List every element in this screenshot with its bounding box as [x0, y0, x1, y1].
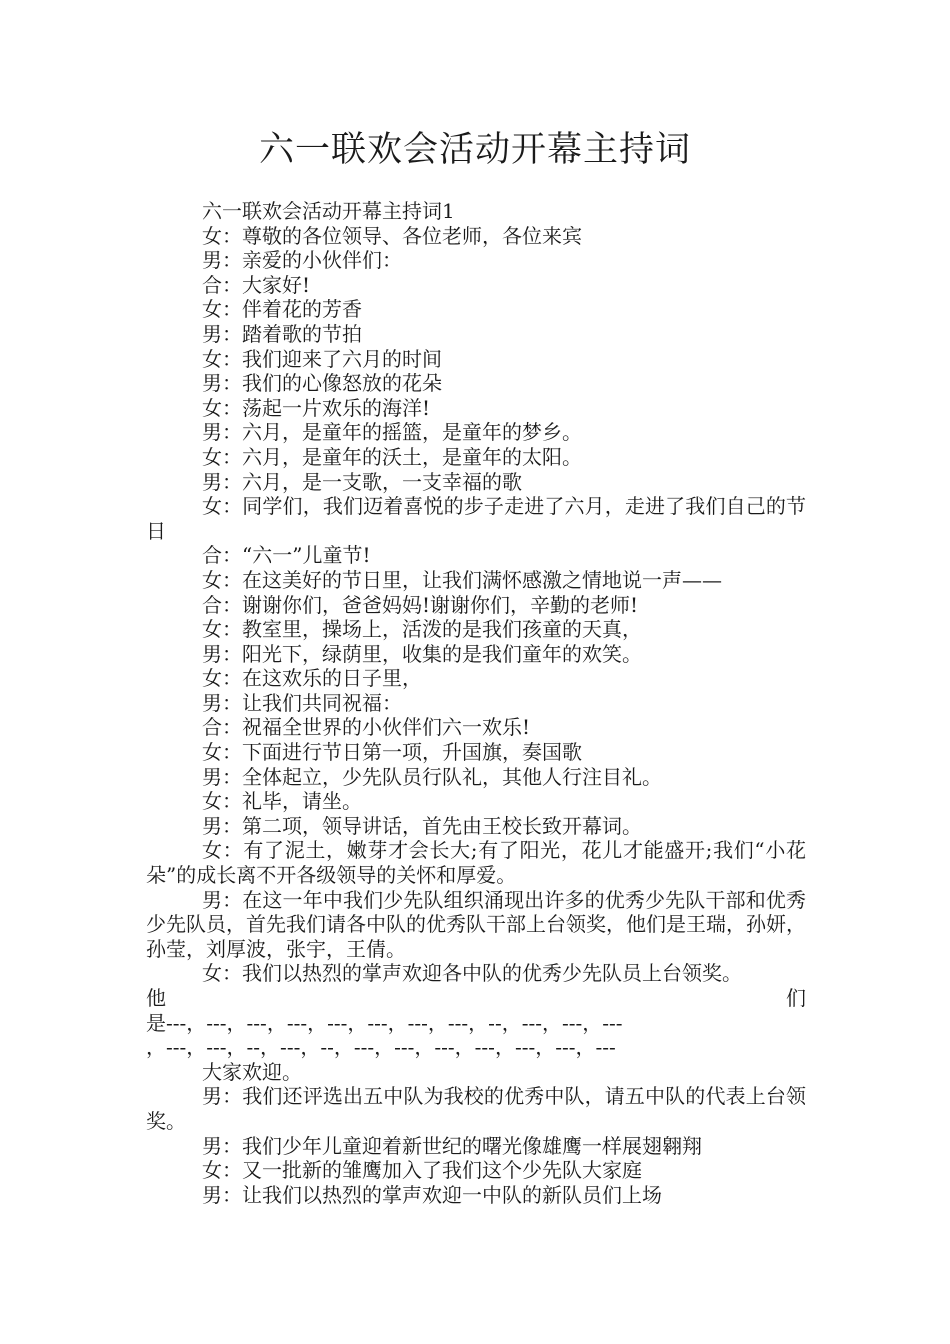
paragraph: 男：六月，是童年的摇篮，是童年的梦乡。	[202, 420, 582, 445]
paragraph: 女：同学们，我们迈着喜悦的步子走进了六月，走进了我们自己的节日	[146, 494, 806, 543]
paragraph: 女：六月，是童年的沃土，是童年的太阳。	[202, 444, 582, 469]
paragraph: 男：让我们以热烈的掌声欢迎一中队的新队员们上场	[202, 1182, 662, 1207]
paragraph: 女：我们迎来了六月的时间	[202, 346, 442, 371]
paragraph: 女：下面进行节日第一项，升国旗，奏国歌	[202, 740, 582, 765]
paragraph: 女：教室里，操场上，活泼的是我们孩童的天真，	[202, 617, 642, 642]
document-title: 六一联欢会活动开幕主持词	[258, 130, 691, 170]
paragraph: 女：尊敬的各位领导、各位老师，各位来宾	[202, 223, 582, 248]
paragraph: 女：有了泥土，嫩芽才会长大;有了阳光，花儿才能盛开;我们“小花朵”的成长离不开各级领导的关怀和厚爱。	[146, 838, 806, 888]
paragraph: 女：又一批新的雏鹰加入了我们这个少先队大家庭	[202, 1158, 642, 1183]
paragraph: 男：全体起立，少先队员行队礼，其他人行注目礼。	[202, 764, 662, 789]
paragraph: 男：我们的心像怒放的花朵	[202, 371, 442, 396]
paragraph: 男：在这一年中我们少先队组织涌现出许多的优秀少先队干部和优秀少先队员，首先我们请各中队的优秀队干部上台领奖，他们是王瑞，孙妍，孙莹，刘厚波，张宇，王倩。	[146, 887, 806, 961]
document-body	[146, 199, 806, 1207]
placeholder-names-line: ，---，---，--，---，--，---，---，---，---，---，---，---	[146, 1035, 616, 1060]
paragraph: 女：伴着花的芳香	[202, 297, 362, 322]
paragraph: 男：我们少年儿童迎着新世纪的曙光像雄鹰一样展翅翱翔	[202, 1133, 702, 1158]
paragraph: 女：在这美好的节日里，让我们满怀感激之情地说一声——	[202, 567, 722, 592]
paragraph: 六一联欢会活动开幕主持词1	[202, 199, 455, 223]
paragraph: 女：礼毕，请坐。	[202, 789, 362, 814]
paragraph: 女：在这欢乐的日子里，	[202, 666, 422, 691]
placeholder-names-line: 是---，---，---，---，---，---，---，---，--，---，---，---	[146, 1010, 623, 1035]
paragraph: 男：踏着歌的节拍	[202, 321, 362, 346]
split-line-right: 们	[786, 986, 806, 1010]
paragraph: 男：六月，是一支歌，一支幸福的歌	[202, 469, 522, 494]
paragraph: 合：“六一”儿童节!	[202, 543, 371, 568]
paragraph: 男：我们还评选出五中队为我校的优秀中队，请五中队的代表上台领奖。	[146, 1084, 806, 1133]
split-line-left: 他	[146, 986, 166, 1010]
paragraph: 女：荡起一片欢乐的海洋!	[202, 395, 431, 420]
paragraph: 合：大家好!	[202, 272, 311, 297]
paragraph: 合：祝福全世界的小伙伴们六一欢乐!	[202, 715, 531, 740]
paragraph: 男：阳光下，绿荫里，收集的是我们童年的欢笑。	[202, 641, 642, 666]
paragraph: 男：第二项，领导讲话，首先由王校长致开幕词。	[202, 813, 642, 838]
paragraph: 男：亲爱的小伙伴们：	[202, 248, 402, 273]
paragraph: 大家欢迎。	[202, 1059, 302, 1084]
paragraph: 合：谢谢你们，爸爸妈妈!谢谢你们，辛勤的老师!	[202, 592, 639, 617]
split-text-line	[146, 986, 806, 1011]
paragraph: 男：让我们共同祝福：	[202, 690, 402, 715]
paragraph: 女：我们以热烈的掌声欢迎各中队的优秀少先队员上台领奖。	[202, 961, 742, 986]
